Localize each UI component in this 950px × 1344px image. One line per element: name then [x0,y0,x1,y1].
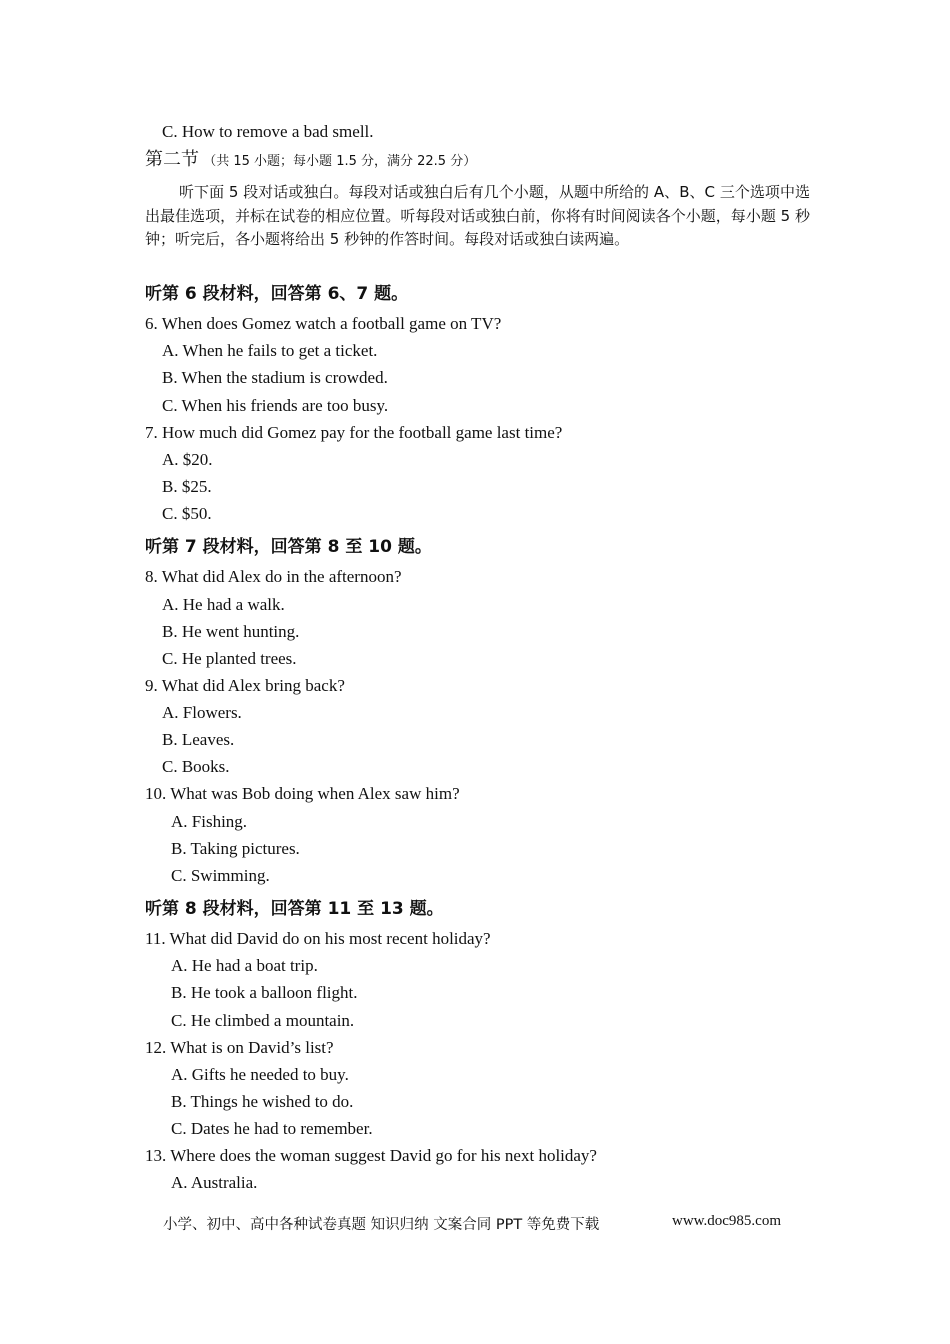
option: A. When he fails to get a ticket. [162,341,378,360]
footer-link[interactable]: www.doc985.com [672,1213,782,1229]
option: B. $25. [162,477,212,496]
option: B. He went hunting. [162,622,300,641]
option: C. He planted trees. [162,649,297,668]
question: 11. What did David do on his most recent holiday? [145,929,491,948]
section-title: 第二节 [145,149,199,170]
section-heading [145,150,476,172]
question: 12. What is on David’s list? [145,1038,334,1057]
question: 13. Where does the woman suggest David go for his next holiday? [145,1146,597,1165]
option: A. Flowers. [162,703,242,722]
option: A. $20. [162,450,213,469]
intro-option: C. How to remove a bad smell. [162,122,374,141]
option: A. Gifts he needed to buy. [171,1065,349,1084]
option: B. Taking pictures. [171,839,300,858]
option: A. He had a boat trip. [171,956,318,975]
question: 6. When does Gomez watch a football game on TV? [145,314,502,333]
option: C. He climbed a mountain. [171,1011,355,1030]
question: 8. What did Alex do in the afternoon? [145,567,402,586]
option: B. Things he wished to do. [171,1092,354,1111]
group-header: 听第 7 段材料，回答第 8 至 10 题。 [145,537,432,557]
option: C. When his friends are too busy. [162,396,389,415]
option: B. He took a balloon flight. [171,983,358,1002]
section-note: （共 15 小题；每小题 1.5 分，满分 22.5 分） [203,154,477,169]
option: C. Books. [162,757,230,776]
option: C. Swimming. [171,866,270,885]
question: 7. How much did Gomez pay for the football game last time? [145,423,563,442]
option: A. Fishing. [171,812,248,831]
group-header: 听第 8 段材料，回答第 11 至 13 题。 [145,899,444,919]
option: C. $50. [162,504,212,523]
group-header: 听第 6 段材料，回答第 6、7 题。 [145,284,409,304]
question: 10. What was Bob doing when Alex saw him? [145,784,460,803]
option: C. Dates he had to remember. [171,1119,373,1138]
option: B. When the stadium is crowded. [162,368,388,387]
option: A. Australia. [171,1173,258,1192]
section-instructions: 听下面 5 段对话或独白。每段对话或独白后有几个小题，从题中所给的 A、B、C 三个选项中选出最佳选项，并标在试卷的相应位置。听每段对话或独白前，你将有时间阅读各个小题，每小题 5 秒钟；听完后，各小题将给出 5 秒钟的作答时间。每段对话或独白读两遍。 [145,183,810,248]
question: 9. What did Alex bring back? [145,676,345,695]
option: B. Leaves. [162,730,235,749]
option: A. He had a walk. [162,595,285,614]
footer-text: 小学、初中、高中各种试卷真题 知识归纳 文案合同 PPT 等免费下载 [163,1217,600,1233]
